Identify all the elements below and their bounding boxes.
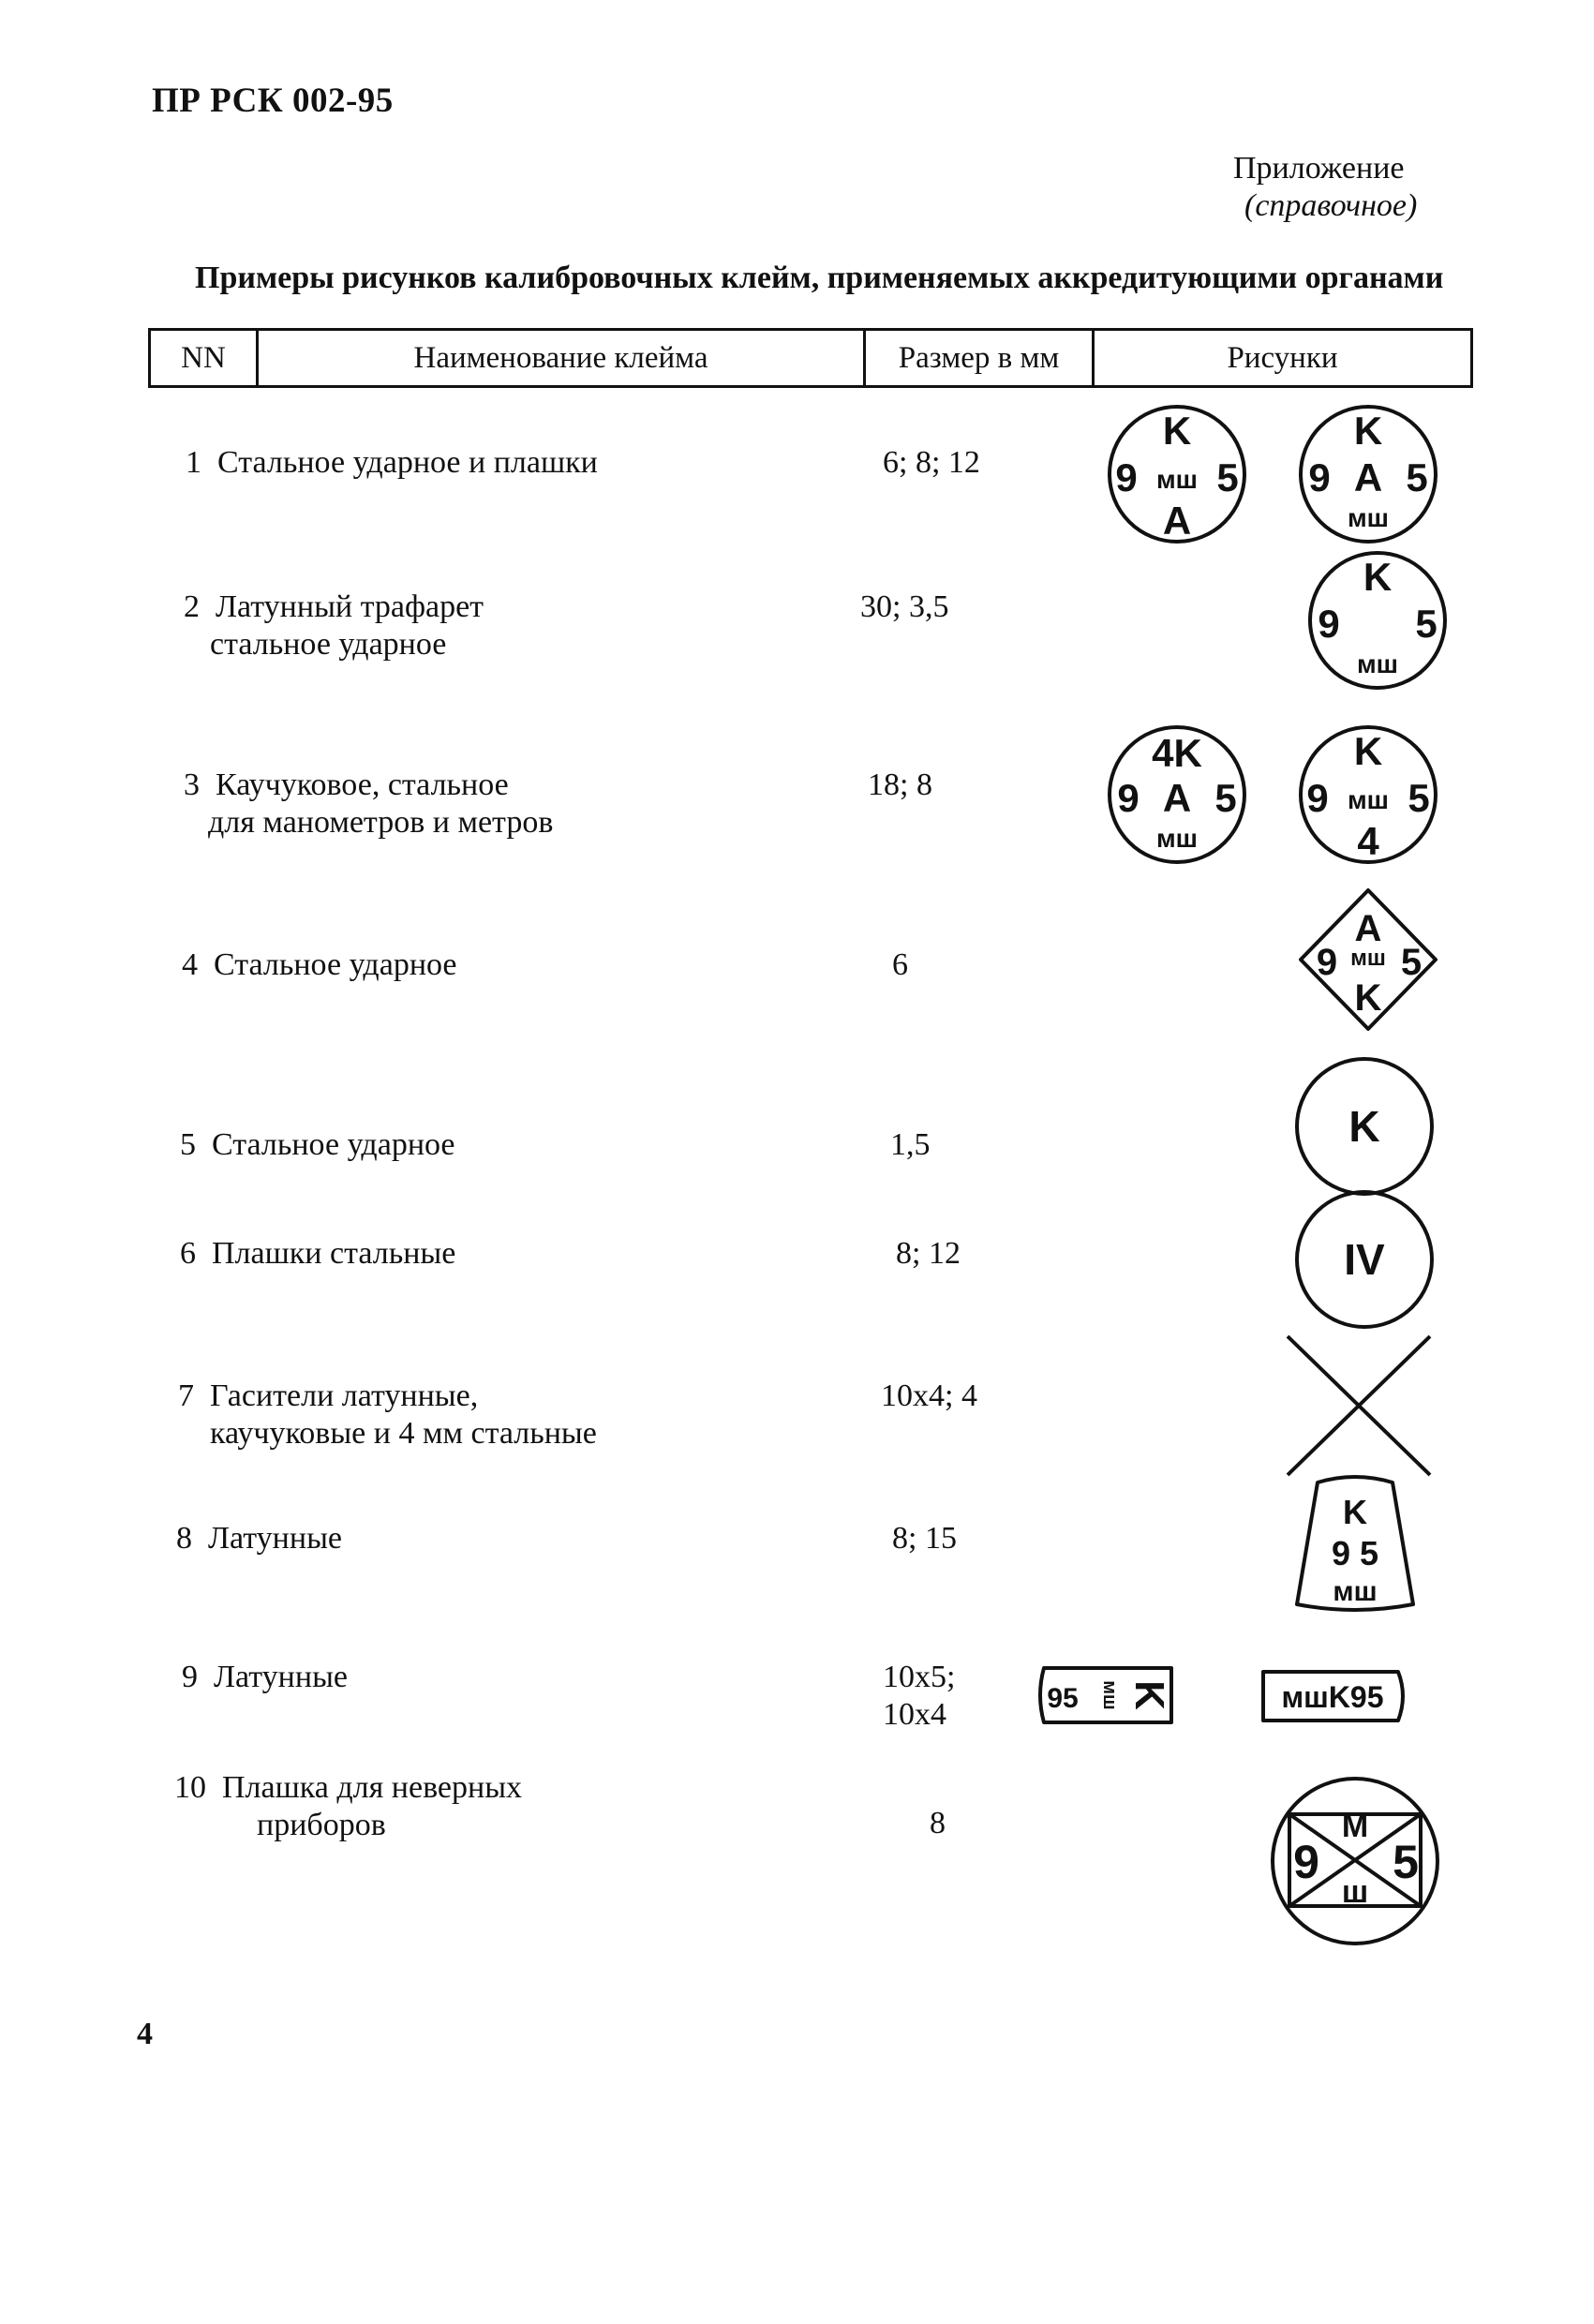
row-name-cont: каучуковые и 4 мм стальные xyxy=(210,1416,597,1451)
circle-stamp-icon xyxy=(1295,401,1441,547)
row-number: 4 xyxy=(182,947,198,982)
row-name: Плашки стальные xyxy=(212,1236,456,1271)
stamp-text: ш xyxy=(1341,1874,1369,1910)
column-header-name: Наименование клейма xyxy=(413,341,708,375)
page-number: 4 xyxy=(137,2017,153,2051)
stamp-text: 9 xyxy=(1318,602,1340,646)
stamp-text: K xyxy=(1353,729,1383,773)
table-caption: Примеры рисунков калибровочных клейм, применяемых аккредитующими органами xyxy=(195,261,1444,295)
row-name: Стальное ударное и плашки xyxy=(217,445,598,480)
stamp-text: IV xyxy=(1344,1235,1385,1284)
row-number: 8 xyxy=(176,1521,192,1556)
row-size-line: 10x4 xyxy=(883,1697,946,1732)
stamp-text: 9 xyxy=(1115,455,1138,499)
row-number: 7 xyxy=(178,1378,194,1413)
circle-stamp-icon xyxy=(1295,722,1441,868)
stamp-text: K xyxy=(1363,555,1393,599)
appendix-title: Приложение xyxy=(1233,151,1405,186)
row-size: 8; 15 xyxy=(892,1521,957,1556)
table-header xyxy=(148,328,1473,388)
row-size: 6; 8; 12 xyxy=(883,445,980,480)
trapezoid-stamp-icon xyxy=(1289,1475,1421,1621)
row-number: 1 xyxy=(186,445,201,480)
circle-stamp-icon xyxy=(1104,401,1250,547)
crossed-circle-stamp-icon xyxy=(1265,1777,1445,1945)
diamond-stamp-icon xyxy=(1293,885,1443,1035)
row-name: Стальное ударное xyxy=(214,947,457,982)
table-row-5 xyxy=(180,1126,455,1164)
table-row-3 xyxy=(184,767,553,842)
document-code: ПР РСК 002-95 xyxy=(152,82,394,120)
stamp-text: 4 xyxy=(1357,819,1379,863)
stamp-text: K xyxy=(1162,409,1192,453)
table-row-8 xyxy=(176,1520,342,1557)
stamp-text: A xyxy=(1162,776,1192,820)
row-name: Стальное ударное xyxy=(212,1127,455,1162)
table-row-4 xyxy=(182,946,457,984)
stamp-text: 9 xyxy=(1117,776,1140,820)
stamp-text: мш xyxy=(1347,503,1390,532)
row-size: 6 xyxy=(892,947,908,982)
stamp-text: M xyxy=(1341,1809,1369,1844)
stamp-text: мш xyxy=(1356,649,1399,678)
row-name-cont: стальное ударное xyxy=(210,627,447,662)
row-name: Каучуковое, стальное xyxy=(216,767,509,802)
stamp-text: мш xyxy=(1347,785,1390,814)
stamp-text: 5 xyxy=(1393,1836,1419,1888)
row-size-line: 10x5; xyxy=(883,1660,956,1694)
stamp-text: 5 xyxy=(1408,776,1430,820)
row-size: 18; 8 xyxy=(868,767,932,802)
stamp-text: мшK95 xyxy=(1281,1680,1384,1714)
stamp-text: K xyxy=(1348,1102,1380,1151)
row-name-cont: для манометров и метров xyxy=(208,805,554,840)
stamp-text: 95 xyxy=(1047,1683,1079,1714)
appendix-label xyxy=(1233,150,1417,225)
table-row-6 xyxy=(180,1235,455,1273)
column-header-size: Размер в мм xyxy=(898,341,1060,375)
stamp-text: 9 xyxy=(1316,942,1338,983)
table-row-2 xyxy=(184,588,484,663)
row-number: 9 xyxy=(182,1660,198,1694)
table-row-1 xyxy=(186,444,598,482)
table-row-10 xyxy=(174,1769,522,1844)
row-number: 2 xyxy=(184,589,200,624)
stamp-text: K xyxy=(1354,977,1382,1019)
row-name: Гасители латунные, xyxy=(210,1378,479,1413)
stamp-text: 5 xyxy=(1415,602,1438,646)
row-name: Латунный трафарет xyxy=(216,589,484,624)
row-name-cont: приборов xyxy=(257,1808,386,1842)
row-name: Латунные xyxy=(214,1660,349,1694)
stamp-text: 5 xyxy=(1406,455,1428,499)
stamp-text: мш xyxy=(1350,946,1386,971)
appendix-subtitle: (справочное) xyxy=(1244,188,1418,223)
stamp-text: A xyxy=(1162,499,1192,543)
row-name: Плашка для неверных xyxy=(222,1770,523,1805)
stamp-text: 5 xyxy=(1400,942,1423,983)
row-size: 8; 12 xyxy=(896,1236,961,1271)
column-header-number: NN xyxy=(181,341,226,375)
row-number: 10 xyxy=(174,1770,206,1805)
stamp-text: 5 xyxy=(1216,455,1239,499)
stamp-text: мш xyxy=(1155,824,1199,853)
row-size: 10x4; 4 xyxy=(881,1378,977,1413)
stamp-text: A xyxy=(1353,455,1383,499)
stamp-text: K xyxy=(1343,1493,1367,1531)
cross-mark-icon xyxy=(1284,1333,1434,1482)
stamp-text: 4K xyxy=(1152,731,1202,775)
stamp-text: 9 xyxy=(1293,1836,1319,1888)
stamp-text: мш xyxy=(1099,1680,1120,1710)
table-row-7 xyxy=(178,1378,597,1452)
circle-stamp-icon xyxy=(1304,547,1451,693)
rect-stamp-icon xyxy=(1259,1668,1409,1724)
circle-stamp-icon xyxy=(1291,1053,1438,1199)
row-size: 8 xyxy=(930,1806,946,1840)
stamp-text: 9 5 xyxy=(1331,1534,1379,1572)
row-name: Латунные xyxy=(208,1521,343,1556)
table-row-9 xyxy=(182,1659,348,1696)
row-number: 5 xyxy=(180,1127,196,1162)
rect-stamp-icon xyxy=(1035,1664,1177,1726)
column-header-drawings: Рисунки xyxy=(1227,341,1338,375)
stamp-text: K xyxy=(1126,1680,1172,1710)
stamp-text: 5 xyxy=(1214,776,1237,820)
row-size: 1,5 xyxy=(890,1127,931,1162)
stamp-text: 9 xyxy=(1308,455,1331,499)
row-size xyxy=(883,1659,955,1734)
stamp-text: 9 xyxy=(1306,776,1329,820)
stamp-text: мш xyxy=(1155,465,1199,494)
stamp-text: K xyxy=(1353,409,1383,453)
row-number: 3 xyxy=(184,767,200,802)
row-number: 6 xyxy=(180,1236,196,1271)
circle-stamp-icon xyxy=(1291,1186,1438,1333)
stamp-text: мш xyxy=(1333,1576,1378,1607)
circle-stamp-icon xyxy=(1104,722,1250,868)
stamp-text: A xyxy=(1354,908,1382,949)
row-size: 30; 3,5 xyxy=(860,589,949,624)
